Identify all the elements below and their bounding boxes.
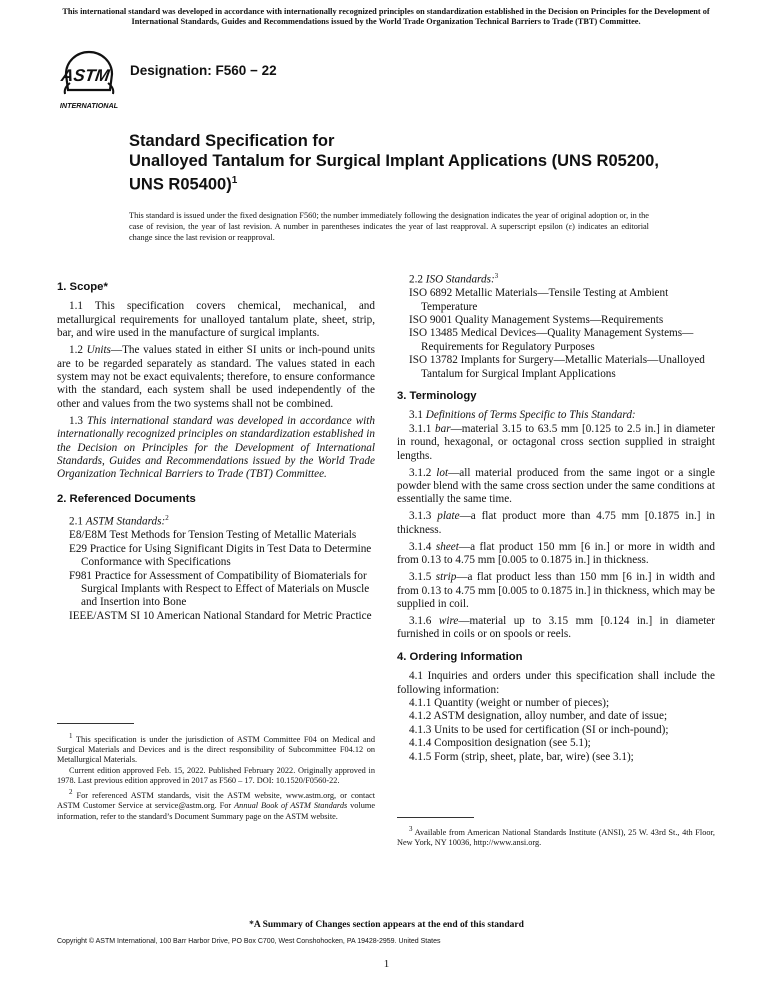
header-notice: This international standard was developed in accordance with internationally recognized principles on standardization established in the Decision on Principles for the Development of International Standards, Guides and Recommendations issued by the World Trade Organization Technical Barriers to Trade (TBT) Committee. [62, 7, 710, 26]
footnote-rule-left [57, 723, 134, 724]
copyright-line: Copyright © ASTM International, 100 Barr Harbor Drive, PO Box C700, West Conshohocken, PA 19428-2959. United States [57, 938, 441, 945]
para-4-1: 4.1 Inquiries and orders under this specification shall include the following information: [397, 670, 715, 696]
ref-e8: E8/E8M Test Methods for Tension Testing of Metallic Materials [69, 529, 357, 542]
footnote-2: $^2$ For referenced ASTM standards, visit the ASTM website, www.astm.org, or contact ASTM Customer Service at service@astm.org. For Annual Book of ASTM Standards volume information, refer to the standard’s Document Summary page on the ASTM website. [57, 788, 376, 821]
footnote-1: $^1$ This specification is under the jurisdiction of ASTM Committee F04 on Medical and Surgical Materials and Devices and is the direct responsibility of Subcommittee F04.12 on Metallurgical Materials. [57, 732, 375, 765]
preamble: This standard is issued under the fixed designation F560; the number immediately following the designation indicates the year of original adoption or, in the case of revision, the year of last revision. A number in parentheses indicates the year of last reapproval. A superscript epsilon (ε) indicates an editorial change since the last revision or reapproval. [129, 211, 649, 242]
para-1-2: 1.2 Units—The values stated in either SI units or inch-pound units are to be regarded separately as standard. The values stated in each system may not be exact equivalents; therefore, to ensure conformance with the standard, each system shall be used independently of the other and values from the two systems shall not be combined. [57, 344, 376, 410]
logo-letters: ASTM [60, 66, 111, 85]
ref-e29: E29 Practice for Using Significant Digits in Test Data to Determine Conformance with Specifications [69, 542, 372, 569]
footnote-1-edition: Current edition approved Feb. 15, 2022. Published February 2022. Originally approved in 1978. Last previous edition approved in 2017 as F560 – 17. DOI: 10.1520/F0560-22. [57, 766, 375, 786]
order-item-form: 4.1.5 Form (strip, sheet, plate, bar, wire) (see 3.1); [409, 750, 634, 763]
term-sheet: 3.1.4 sheet—a flat product 150 mm [6 in.] or more in width and from 0.13 to 4.75 mm [0.005 to 0.1875 in.] in thickness. [397, 540, 716, 567]
right-column [397, 270, 715, 764]
page-number: 1 [383, 958, 390, 970]
order-item-quantity: 4.1.1 Quantity (weight or number of pieces); [409, 697, 610, 710]
para-1-1: 1.1 This specification covers chemical, mechanical, and metallurgical requirements for unalloyed tantalum plate, sheet, strip, bar, and wire used in the manufacture of surgical implants. [57, 300, 375, 340]
title-line-1: Standard Specification for [129, 132, 335, 150]
ref-f981: F981 Practice for Assessment of Compatibility of Biomaterials for Surgical Implants with Respect to Effect of Materials on Muscle and Insertion into Bone [69, 569, 370, 609]
term-strip: 3.1.5 strip—a flat product less than 150 mm [6 in.] in width and from 0.13 to 4.75 mm [0.005 to 0.1875 in.] in thickness, which may be supplied in coil. [397, 571, 715, 611]
section-3-heading: 3. Terminology [397, 389, 477, 402]
ref-iso-13782: ISO 13782 Implants for Surgery—Metallic Materials—Unalloyed Tantalum for Surgical Implant Applications [409, 354, 705, 380]
section-2-heading: 2. Referenced Documents [57, 492, 196, 505]
left-column [57, 274, 375, 623]
para-3-1: 3.1 Definitions of Terms Specific to This Standard: [409, 409, 636, 422]
order-item-composition: 4.1.4 Composition designation (see 5.1); [409, 737, 591, 750]
term-wire: 3.1.6 wire—material up to 3.15 mm [0.124 in.] in diameter furnished in coils or on spools or reels. [397, 615, 715, 641]
term-lot: 3.1.2 lot—all material produced from the same ingot or a single powder blend with the same cross section under the same conditions at essentially the same time. [397, 466, 715, 506]
para-1-3: 1.3 This international standard was developed in accordance with internationally recognized principles on standardization established in the Decision on Principles for the Development of International Standards, Guides and Recommendations issued by the World Trade Organization Technical Barriers to Trade (TBT) Committee. [57, 414, 375, 481]
section-1-heading: 1. Scope* [57, 281, 108, 293]
para-2-2: 2.2 ISO Standards:$^3$ [409, 272, 499, 286]
title-line-2: Unalloyed Tantalum for Surgical Implant Applications (UNS R05200, UNS R05400)$^1$ [129, 152, 659, 194]
footnotes-left [57, 731, 375, 822]
section-4-heading: 4. Ordering Information [397, 650, 523, 663]
summary-of-changes-note: *A Summary of Changes section appears at the end of this standard [249, 920, 524, 930]
footnotes-right [397, 824, 715, 849]
ref-iso-6892: ISO 6892 Metallic Materials—Tensile Testing at Ambient Temperature [409, 287, 669, 313]
footnote-rule-right [397, 817, 474, 818]
title-footnote-mark: 1 [231, 175, 238, 186]
order-item-units: 4.1.3 Units to be used for certification (SI or inch-pound); [409, 723, 669, 736]
ref-iso-9001: ISO 9001 Quality Management Systems—Requirements [409, 313, 664, 326]
ref-si10: IEEE/ASTM SI 10 American National Standard for Metric Practice [69, 609, 372, 622]
document-title [129, 131, 669, 195]
ref-iso-13485: ISO 13485 Medical Devices—Quality Management Systems—Requirements for Regulatory Purposes [409, 327, 694, 353]
footnote-3: $^3$ Available from American National Standards Institute (ANSI), 25 W. 43rd St., 4th Floor, New York, NY 10036, http://www.ansi.org. [397, 825, 715, 848]
order-item-designation: 4.1.2 ASTM designation, alloy number, and date of issue; [409, 710, 668, 723]
logo-subtext: INTERNATIONAL [59, 101, 119, 110]
astm-logo [56, 50, 122, 112]
para-2-1: 2.1 ASTM Standards:$^2$ [69, 514, 169, 529]
term-plate: 3.1.3 plate—a flat product more than 4.75 mm [0.1875 in.] in thickness. [397, 510, 715, 536]
designation: Designation: F560 − 22 [130, 63, 277, 78]
term-bar: 3.1.1 bar—material 3.15 to 63.5 mm [0.125 to 2.5 in.] in diameter in round, hexagonal, or octagonal cross section supplied in straight lengths. [397, 422, 715, 462]
